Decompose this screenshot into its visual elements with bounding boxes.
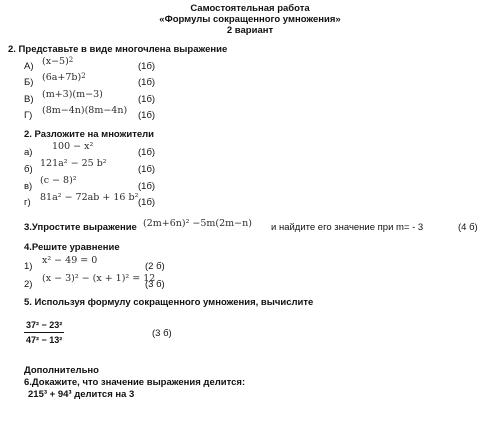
task2a-label-c: В): [24, 94, 34, 105]
task2a-expr-c: (m+3)(m−3): [42, 89, 103, 100]
task4-title: 4.Решите уравнение: [24, 242, 120, 253]
task2a-expr-b: $(6a+7b)^2$: [42, 71, 86, 83]
task4-expr-2: (x − 3)² − (x + 1)² = 12: [42, 273, 156, 284]
task2b-points-b: (1б): [138, 164, 156, 175]
task4-label-1: 1): [24, 261, 33, 272]
task2a-points-b: (1б): [138, 77, 156, 88]
task2a-expr-d: (8m−4n)(8m−4n): [42, 105, 128, 116]
task2b-label-b: б): [24, 164, 33, 175]
task2a-expr-a: $(x-5)^2$: [42, 55, 74, 67]
task2a-points-a: (1б): [138, 61, 156, 72]
task2a-label-b: Б): [24, 77, 34, 88]
task2a-label-d: Г): [24, 110, 33, 121]
task2a-points-d: (1б): [138, 110, 156, 121]
task2b-expr-a: 100 − x²: [52, 141, 94, 152]
task4-expr-1: x² − 49 = 0: [42, 255, 98, 266]
task3-points: (4 б): [458, 222, 478, 233]
task2b-points-a: (1б): [138, 147, 156, 158]
task5-fraction: [24, 320, 64, 345]
task6-line-2: 6.Докажите, что значение выражения делится:: [24, 377, 246, 388]
task3-label: 3.Упростите выражение: [24, 222, 137, 233]
task2b-expr-d: 81a² − 72ab + 16 b²: [40, 192, 139, 203]
task2b-label-d: г): [24, 197, 31, 208]
task2b-label-a: а): [24, 147, 33, 158]
task2b-title: 2. Разложите на множители: [24, 129, 154, 140]
task2b-points-d: (1б): [138, 197, 156, 208]
header-line-3: 2 вариант: [226, 25, 274, 36]
task3-expr: (2m+6n)² −5m(2m−n): [143, 218, 252, 229]
task2b-points-c: (1б): [138, 181, 156, 192]
task5-points: (3 б): [152, 328, 172, 339]
task6-line-3: 215³ + 94³ делится на 3: [28, 389, 135, 400]
header-line-1: Самостоятельная работа: [190, 3, 310, 14]
task2b-expr-c: (c − 8)²: [40, 175, 77, 186]
task5-denominator: 47² − 13²: [26, 335, 63, 345]
task5-numerator: 37² − 23²: [24, 320, 64, 333]
task2b-label-c: в): [24, 181, 33, 192]
header-line-2: «Формулы сокращенного умножения»: [159, 14, 341, 25]
task4-points-2: (3 б): [145, 279, 165, 290]
task4-label-2: 2): [24, 279, 33, 290]
task2b-expr-b: 121a² − 25 b²: [40, 158, 107, 169]
task6-line-1: Дополнительно: [24, 365, 99, 376]
task4-points-1: (2 б): [145, 261, 165, 272]
task5-title: 5. Используя формулу сокращенного умножения, вычислите: [24, 297, 314, 308]
task2a-label-a: А): [24, 61, 34, 72]
task2a-title: 2. Представьте в виде многочлена выражение: [8, 44, 228, 55]
task3-tail: и найдите его значение при m= - 3: [271, 222, 424, 233]
task2a-points-c: (1б): [138, 94, 156, 105]
